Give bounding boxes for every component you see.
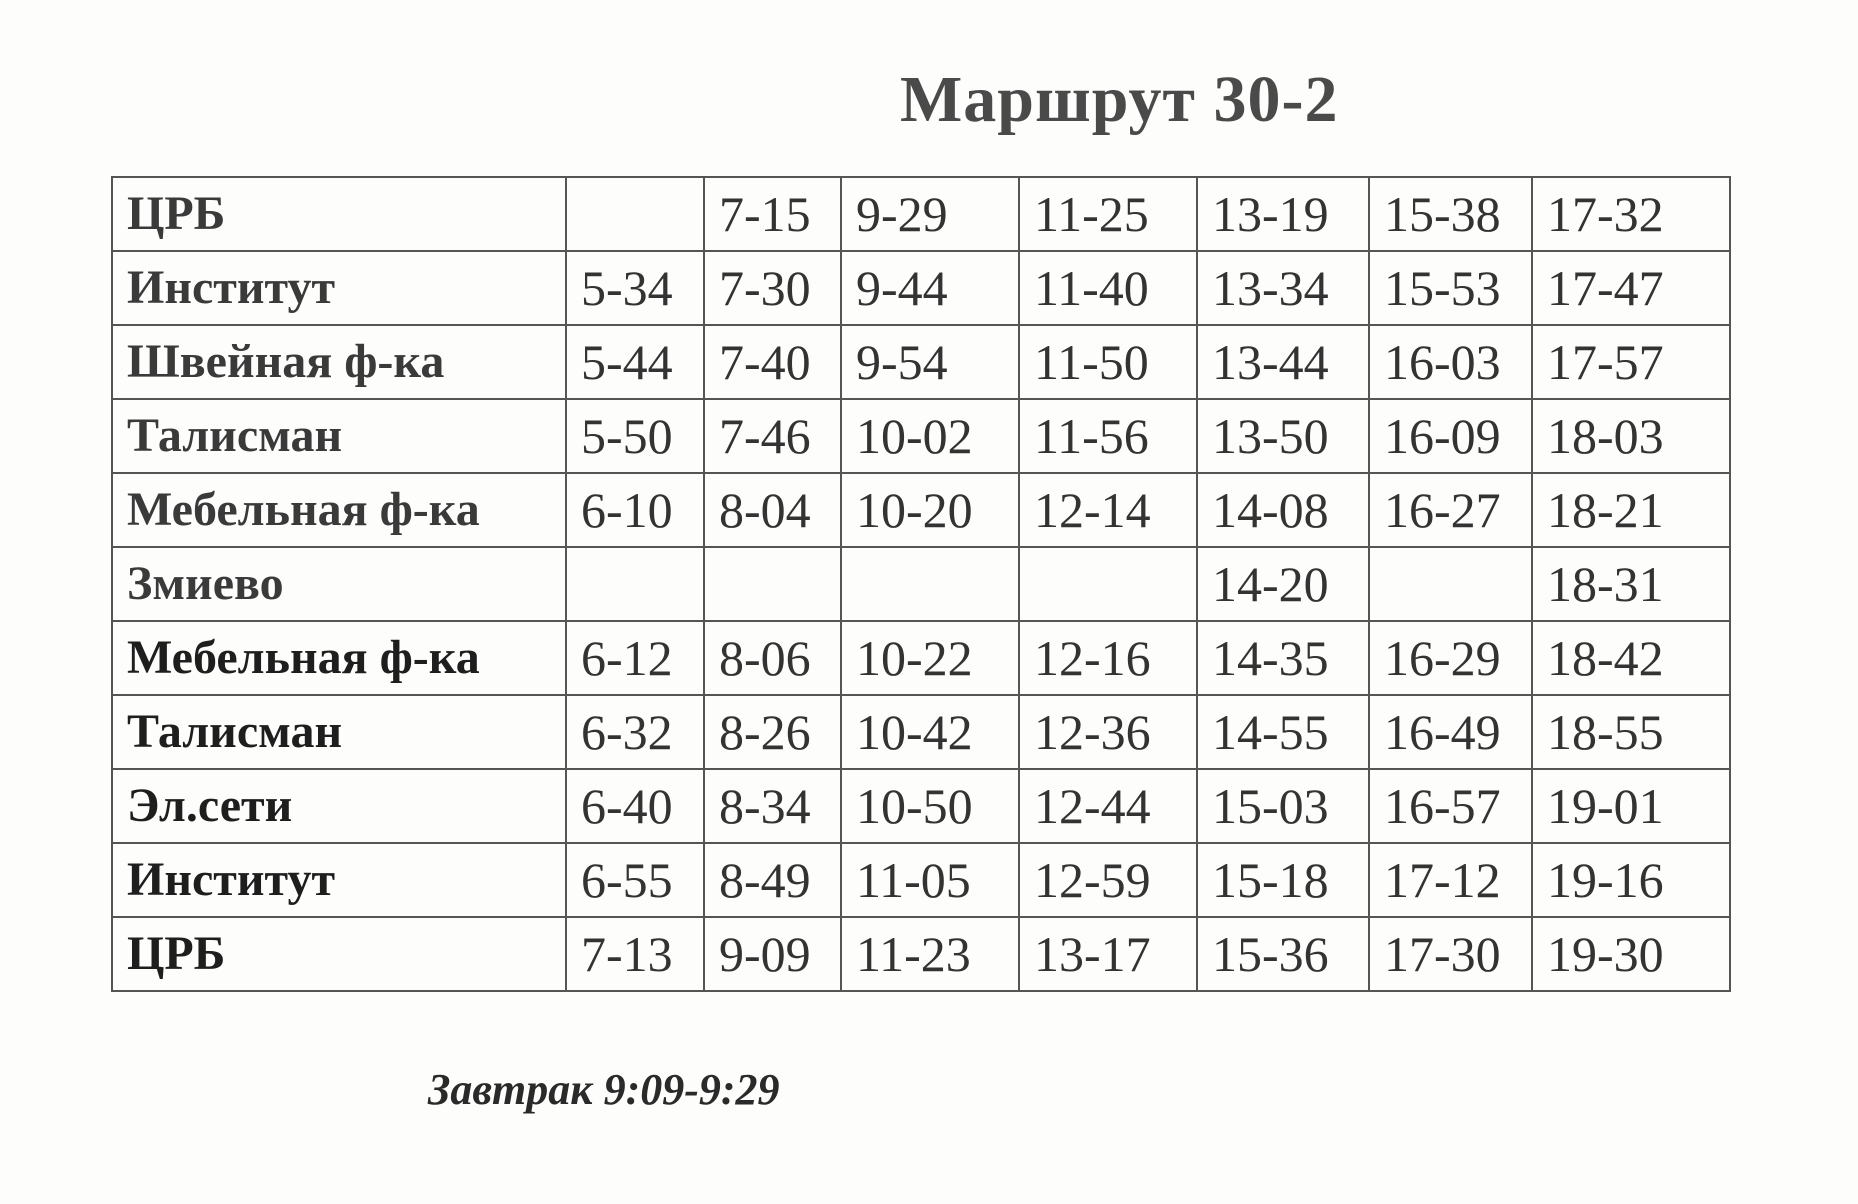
departure-time-cell: 18-55 — [1532, 695, 1730, 769]
departure-time-cell: 7-40 — [704, 325, 841, 399]
departure-time-cell: 9-29 — [841, 177, 1019, 251]
table-row — [112, 621, 1730, 695]
stop-name: Институт — [112, 843, 566, 917]
departure-time-cell: 16-09 — [1369, 399, 1532, 473]
departure-time-cell: 6-40 — [566, 769, 704, 843]
departure-time-cell: 18-42 — [1532, 621, 1730, 695]
departure-time-cell: 12-36 — [1019, 695, 1197, 769]
table-row — [112, 399, 1730, 473]
departure-time-cell: 8-34 — [704, 769, 841, 843]
departure-time-cell: 16-57 — [1369, 769, 1532, 843]
stop-name: Институт — [112, 251, 566, 325]
departure-time-cell: 16-03 — [1369, 325, 1532, 399]
stop-name: Эл.сети — [112, 769, 566, 843]
departure-time-cell: 17-30 — [1369, 917, 1532, 991]
departure-time-cell — [1019, 547, 1197, 621]
departure-time-cell: 11-50 — [1019, 325, 1197, 399]
departure-time-cell: 11-23 — [841, 917, 1019, 991]
departure-time-cell: 18-21 — [1532, 473, 1730, 547]
departure-time-cell: 13-17 — [1019, 917, 1197, 991]
departure-time-cell — [1369, 547, 1532, 621]
departure-time-cell: 17-57 — [1532, 325, 1730, 399]
stop-name: Талисман — [112, 695, 566, 769]
departure-time-cell: 10-02 — [841, 399, 1019, 473]
departure-time-cell: 19-30 — [1532, 917, 1730, 991]
departure-time-cell: 8-49 — [704, 843, 841, 917]
stop-name: Змиево — [112, 547, 566, 621]
stop-name: Мебельная ф-ка — [112, 473, 566, 547]
table-row — [112, 251, 1730, 325]
departure-time-cell: 12-44 — [1019, 769, 1197, 843]
departure-time-cell: 11-25 — [1019, 177, 1197, 251]
departure-time-cell: 15-53 — [1369, 251, 1532, 325]
departure-time-cell: 8-04 — [704, 473, 841, 547]
departure-time-cell: 16-29 — [1369, 621, 1532, 695]
departure-time-cell: 9-09 — [704, 917, 841, 991]
departure-time-cell: 15-03 — [1197, 769, 1369, 843]
departure-time-cell: 10-50 — [841, 769, 1019, 843]
departure-time-cell: 14-55 — [1197, 695, 1369, 769]
departure-time-cell: 5-34 — [566, 251, 704, 325]
departure-time-cell: 19-16 — [1532, 843, 1730, 917]
departure-time-cell: 17-32 — [1532, 177, 1730, 251]
table-row — [112, 917, 1730, 991]
departure-time-cell: 10-42 — [841, 695, 1019, 769]
departure-time-cell: 13-50 — [1197, 399, 1369, 473]
departure-time-cell: 14-20 — [1197, 547, 1369, 621]
page-title: Маршрут 30-2 — [900, 63, 1339, 136]
table-row — [112, 177, 1730, 251]
departure-time-cell — [841, 547, 1019, 621]
departure-time-cell: 7-13 — [566, 917, 704, 991]
departure-time-cell: 11-56 — [1019, 399, 1197, 473]
departure-time-cell: 17-12 — [1369, 843, 1532, 917]
departure-time-cell: 10-22 — [841, 621, 1019, 695]
departure-time-cell: 18-03 — [1532, 399, 1730, 473]
departure-time-cell: 11-05 — [841, 843, 1019, 917]
departure-time-cell: 5-44 — [566, 325, 704, 399]
departure-time-cell: 6-55 — [566, 843, 704, 917]
table-row — [112, 547, 1730, 621]
departure-time-cell: 15-18 — [1197, 843, 1369, 917]
departure-time-cell: 14-35 — [1197, 621, 1369, 695]
schedule-body — [112, 177, 1730, 991]
departure-time-cell: 17-47 — [1532, 251, 1730, 325]
table-row — [112, 769, 1730, 843]
departure-time-cell: 12-16 — [1019, 621, 1197, 695]
stop-name: ЦРБ — [112, 917, 566, 991]
departure-time-cell: 19-01 — [1532, 769, 1730, 843]
departure-time-cell: 16-27 — [1369, 473, 1532, 547]
departure-time-cell: 9-54 — [841, 325, 1019, 399]
breakfast-note: Завтрак 9:09-9:29 — [428, 1065, 780, 1114]
stop-name: Швейная ф-ка — [112, 325, 566, 399]
departure-time-cell: 12-59 — [1019, 843, 1197, 917]
departure-time-cell: 12-14 — [1019, 473, 1197, 547]
departure-time-cell: 15-38 — [1369, 177, 1532, 251]
stop-name: Талисман — [112, 399, 566, 473]
departure-time-cell: 6-32 — [566, 695, 704, 769]
table-row — [112, 473, 1730, 547]
departure-time-cell: 18-31 — [1532, 547, 1730, 621]
departure-time-cell — [566, 547, 704, 621]
departure-time-cell: 8-26 — [704, 695, 841, 769]
departure-time-cell: 13-34 — [1197, 251, 1369, 325]
departure-time-cell: 10-20 — [841, 473, 1019, 547]
table-row — [112, 695, 1730, 769]
departure-time-cell — [566, 177, 704, 251]
departure-time-cell: 7-30 — [704, 251, 841, 325]
departure-time-cell: 7-15 — [704, 177, 841, 251]
departure-time-cell: 14-08 — [1197, 473, 1369, 547]
stop-name: Мебельная ф-ка — [112, 621, 566, 695]
departure-time-cell: 16-49 — [1369, 695, 1532, 769]
departure-time-cell: 7-46 — [704, 399, 841, 473]
departure-time-cell: 15-36 — [1197, 917, 1369, 991]
departure-time-cell: 13-19 — [1197, 177, 1369, 251]
departure-time-cell: 6-12 — [566, 621, 704, 695]
departure-time-cell: 13-44 — [1197, 325, 1369, 399]
stop-name: ЦРБ — [112, 177, 566, 251]
table-row — [112, 843, 1730, 917]
schedule-table — [111, 176, 1731, 992]
departure-time-cell: 8-06 — [704, 621, 841, 695]
departure-time-cell: 6-10 — [566, 473, 704, 547]
departure-time-cell: 9-44 — [841, 251, 1019, 325]
table-row — [112, 325, 1730, 399]
departure-time-cell: 11-40 — [1019, 251, 1197, 325]
departure-time-cell: 5-50 — [566, 399, 704, 473]
departure-time-cell — [704, 547, 841, 621]
